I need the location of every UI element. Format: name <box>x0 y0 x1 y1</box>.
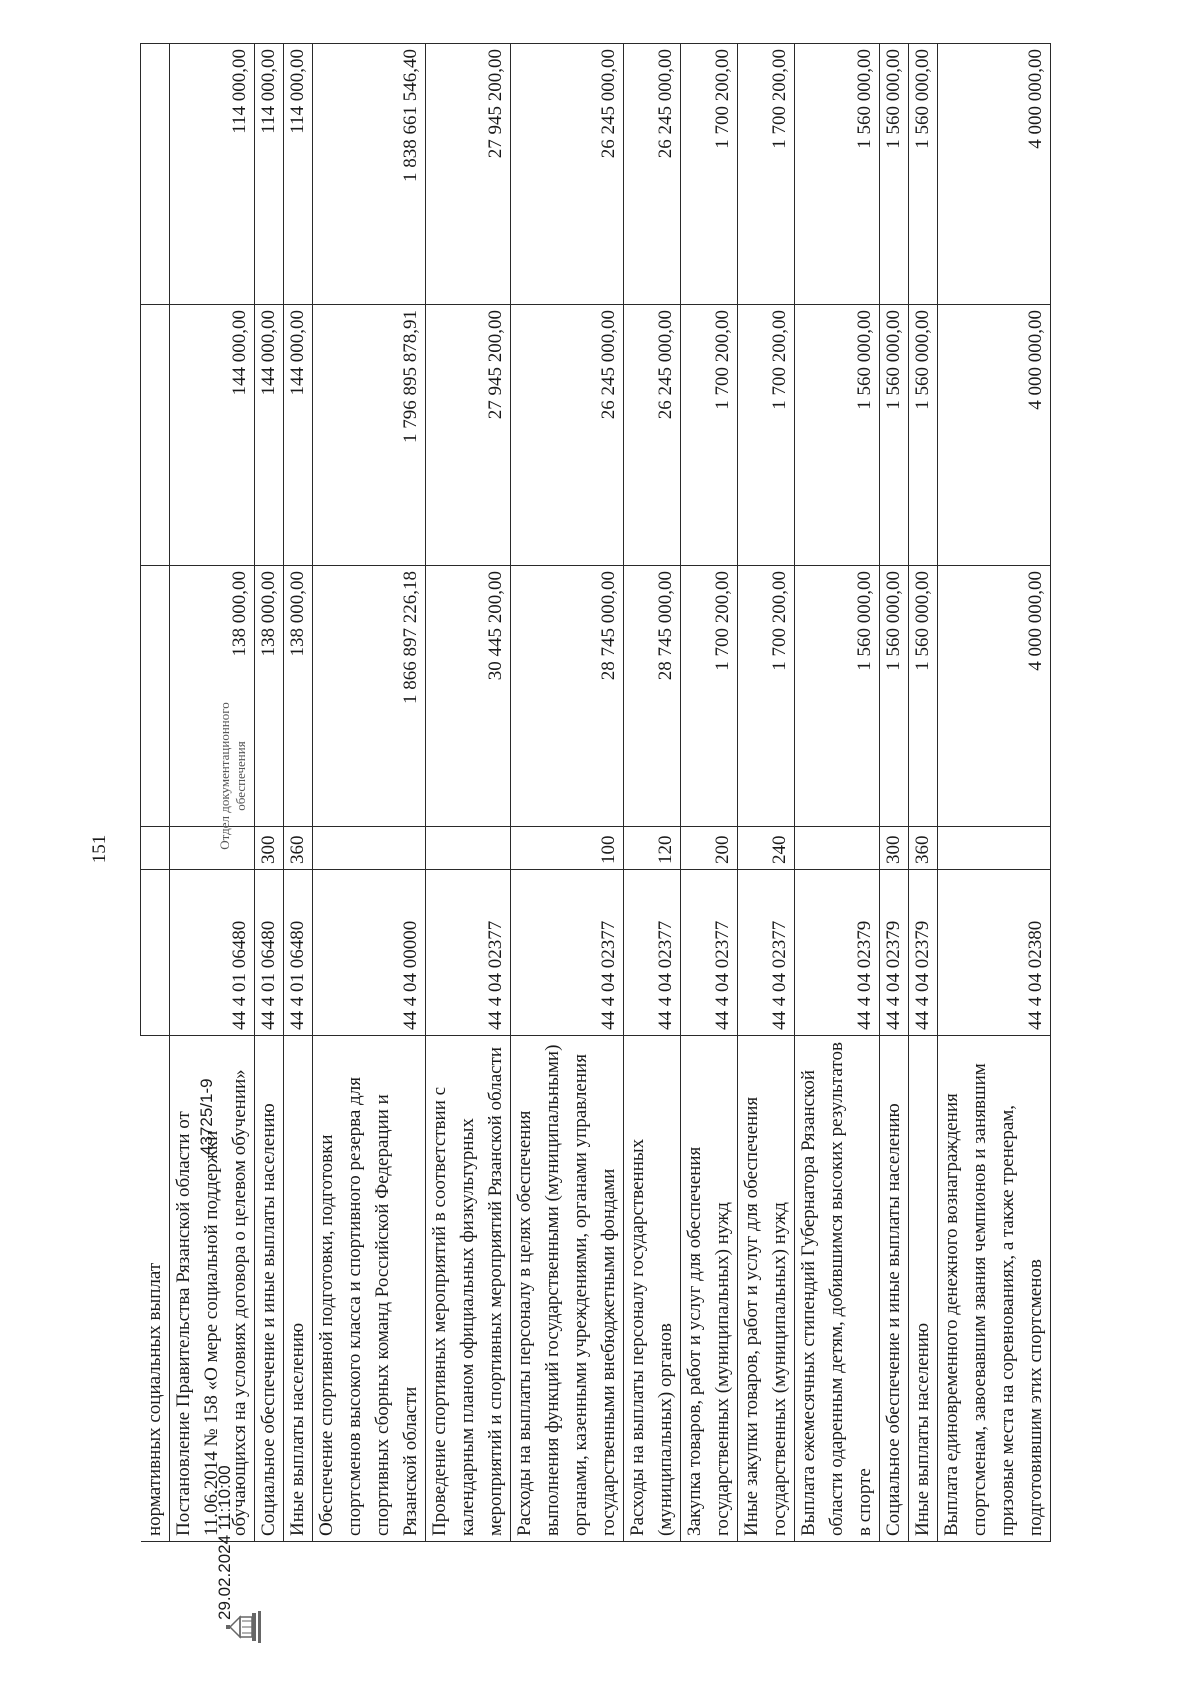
cell-target-article: 44 4 04 02379 <box>879 870 908 1036</box>
cell-amount-3: 1 560 000,00 <box>794 44 879 305</box>
cell-name: Постановление Правительства Рязанской области от 11.06.2014 № 158 «О мере социальной поддержки обучающихся на условиях договора о целевом обучении» <box>169 1036 254 1542</box>
cell-amount-1: 4 000 000,00 <box>937 566 1050 827</box>
budget-table <box>140 43 1051 1542</box>
cell-target-article: 44 4 04 02377 <box>425 870 510 1036</box>
table-row <box>312 44 425 1542</box>
cell-amount-3: 114 000,00 <box>169 44 254 305</box>
cell-amount-3: 26 245 000,00 <box>510 44 623 305</box>
cell-amount-2: 4 000 000,00 <box>937 305 1050 566</box>
cell-amount-3: 27 945 200,00 <box>425 44 510 305</box>
table-row <box>283 44 312 1542</box>
cell-amount-3: 114 000,00 <box>283 44 312 305</box>
cell-amount-2: 1 700 200,00 <box>680 305 737 566</box>
table-row <box>680 44 737 1542</box>
document-datetime: 29.02.2024 11:10:00 <box>215 1465 234 1620</box>
cell-amount-2: 26 245 000,00 <box>510 305 623 566</box>
cell-amount-2: 1 700 200,00 <box>737 305 794 566</box>
cell-target-article: 44 4 04 00000 <box>312 870 425 1036</box>
cell-amount-2: 1 560 000,00 <box>879 305 908 566</box>
cell-target-article: 44 4 01 06480 <box>254 870 283 1036</box>
table-row <box>141 44 170 1542</box>
table-row <box>254 44 283 1542</box>
cell-amount-3 <box>141 44 170 305</box>
cell-amount-1: 1 560 000,00 <box>794 566 879 827</box>
cell-amount-1: 1 700 200,00 <box>680 566 737 827</box>
cell-amount-3: 1 560 000,00 <box>908 44 937 305</box>
cell-expense-type <box>312 827 425 870</box>
cell-amount-3: 4 000 000,00 <box>937 44 1050 305</box>
cell-amount-1: 138 000,00 <box>254 566 283 827</box>
cell-target-article: 44 4 04 02377 <box>737 870 794 1036</box>
cell-amount-1: 1 560 000,00 <box>908 566 937 827</box>
table-row <box>879 44 908 1542</box>
cell-amount-1: 1 700 200,00 <box>737 566 794 827</box>
cell-expense-type: 360 <box>908 827 937 870</box>
cell-amount-1: 138 000,00 <box>283 566 312 827</box>
cell-target-article <box>141 870 170 1036</box>
document-number: 43725/1-9 <box>197 1078 216 1155</box>
table-row <box>937 44 1050 1542</box>
cell-target-article: 44 4 04 02379 <box>794 870 879 1036</box>
budget-sheet <box>140 2 1046 1622</box>
cell-target-article: 44 4 04 02377 <box>510 870 623 1036</box>
cell-name: Закупка товаров, работ и услуг для обеспечения государственных (муниципальных) нужд <box>680 1036 737 1542</box>
cell-target-article: 44 4 04 02379 <box>908 870 937 1036</box>
cell-expense-type <box>937 827 1050 870</box>
coat-of-arms-icon <box>222 1605 266 1649</box>
cell-amount-2: 1 560 000,00 <box>794 305 879 566</box>
cell-amount-1 <box>141 566 170 827</box>
cell-amount-2: 1 796 895 878,91 <box>312 305 425 566</box>
cell-amount-1: 30 445 200,00 <box>425 566 510 827</box>
cell-amount-2: 27 945 200,00 <box>425 305 510 566</box>
department-stamp <box>217 691 249 861</box>
cell-amount-2: 26 245 000,00 <box>623 305 680 566</box>
cell-amount-3: 1 560 000,00 <box>879 44 908 305</box>
table-row <box>794 44 879 1542</box>
cell-name: Расходы на выплаты персоналу государственных (муниципальных) органов <box>623 1036 680 1542</box>
cell-name: Иные выплаты населению <box>283 1036 312 1542</box>
cell-expense-type <box>141 827 170 870</box>
cell-amount-1: 138 000,00 <box>169 566 254 827</box>
table-row <box>425 44 510 1542</box>
cell-target-article: 44 4 04 02377 <box>623 870 680 1036</box>
cell-expense-type: 300 <box>254 827 283 870</box>
cell-target-article: 44 4 04 02380 <box>937 870 1050 1036</box>
cell-name: Иные закупки товаров, работ и услуг для обеспечения государственных (муниципальных) нужд <box>737 1036 794 1542</box>
cell-expense-type <box>425 827 510 870</box>
cell-expense-type: 240 <box>737 827 794 870</box>
cell-name: Социальное обеспечение и иные выплаты населению <box>879 1036 908 1542</box>
cell-name: Иные выплаты населению <box>908 1036 937 1542</box>
page-number: 151 <box>89 834 110 864</box>
cell-expense-type: 300 <box>879 827 908 870</box>
cell-amount-1: 1 866 897 226,18 <box>312 566 425 827</box>
cell-amount-2: 144 000,00 <box>169 305 254 566</box>
cell-amount-1: 1 560 000,00 <box>879 566 908 827</box>
cell-name: Проведение спортивных мероприятий в соответствии с календарным планом официальных физкультурных мероприятий и спортивных мероприятий Рязанской области <box>425 1036 510 1542</box>
cell-amount-2: 1 560 000,00 <box>908 305 937 566</box>
cell-amount-2 <box>141 305 170 566</box>
cell-expense-type: 100 <box>510 827 623 870</box>
cell-expense-type: 120 <box>623 827 680 870</box>
cell-target-article: 44 4 01 06480 <box>283 870 312 1036</box>
stamp-line-1: Отдел документационного <box>217 702 232 850</box>
cell-name: Социальное обеспечение и иные выплаты населению <box>254 1036 283 1542</box>
cell-amount-2: 144 000,00 <box>283 305 312 566</box>
cell-target-article: 44 4 01 06480 <box>169 870 254 1036</box>
table-row <box>623 44 680 1542</box>
cell-amount-3: 26 245 000,00 <box>623 44 680 305</box>
stamp-line-2: обеспечения <box>233 741 248 811</box>
cell-name: Выплата ежемесячных стипендий Губернатора Рязанской области одаренным детям, добившимся высоких результатов в спорте <box>794 1036 879 1542</box>
cell-expense-type: 360 <box>283 827 312 870</box>
cell-amount-3: 1 700 200,00 <box>737 44 794 305</box>
table-row <box>510 44 623 1542</box>
cell-expense-type: 200 <box>680 827 737 870</box>
budget-table-body <box>141 44 1051 1542</box>
cell-target-article: 44 4 04 02377 <box>680 870 737 1036</box>
cell-expense-type <box>794 827 879 870</box>
cell-amount-2: 144 000,00 <box>254 305 283 566</box>
cell-amount-3: 1 700 200,00 <box>680 44 737 305</box>
cell-amount-3: 1 838 661 546,40 <box>312 44 425 305</box>
cell-amount-3: 114 000,00 <box>254 44 283 305</box>
table-row <box>908 44 937 1542</box>
cell-name: Выплата единовременного денежного вознаграждения спортсменам, завоевавшим звания чемпионов и занявшим призовые места на соревнованиях, а также тренерам, подготовившим этих спортсменов <box>937 1036 1050 1542</box>
cell-name: нормативных социальных выплат <box>141 1036 170 1542</box>
table-row <box>737 44 794 1542</box>
cell-name: Обеспечение спортивной подготовки, подготовки спортсменов высокого класса и спортивного резерва для спортивных сборных команд Российской Федерации и Рязанской области <box>312 1036 425 1542</box>
cell-amount-1: 28 745 000,00 <box>510 566 623 827</box>
cell-amount-1: 28 745 000,00 <box>623 566 680 827</box>
cell-name: Расходы на выплаты персоналу в целях обеспечения выполнения функций государственными (муниципальными) органами, казенными учреждениями, органами управления государственными внебюджетными фондами <box>510 1036 623 1542</box>
